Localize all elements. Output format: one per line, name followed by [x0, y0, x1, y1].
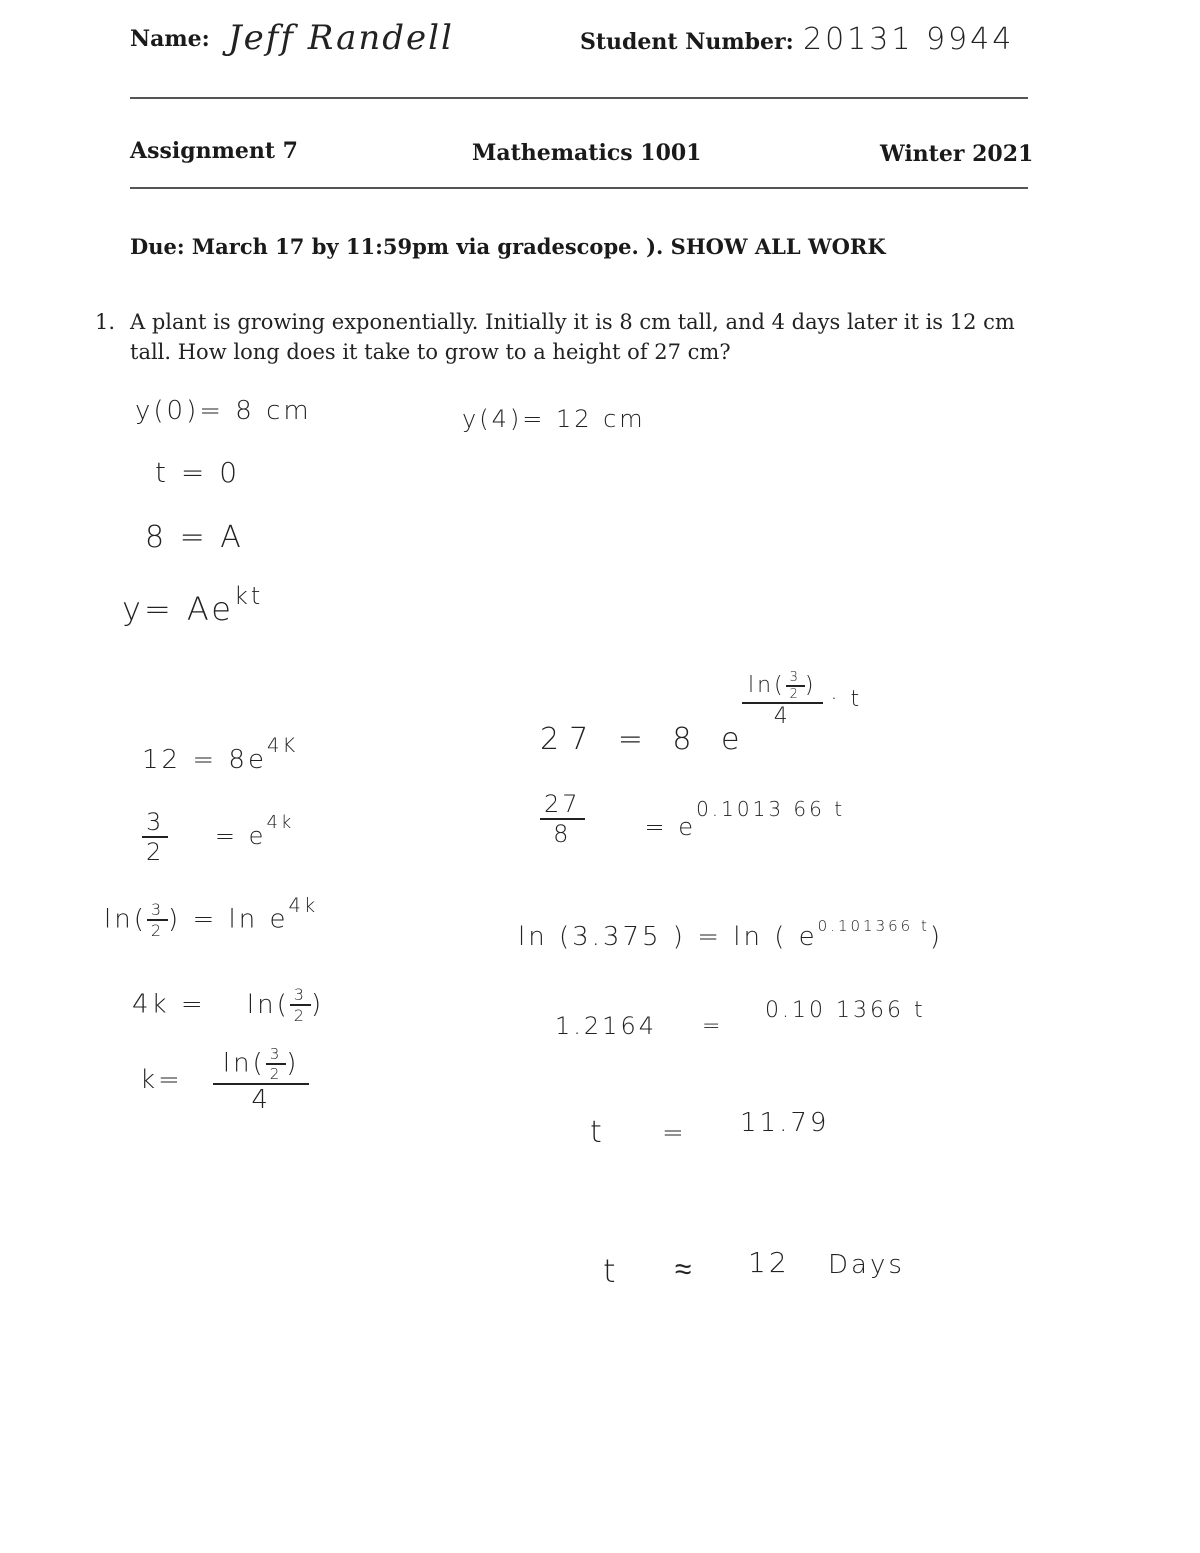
eq-twentyseven: 27 = 8 e	[540, 722, 750, 757]
t-zero: t = 0	[155, 456, 241, 489]
t-line-eq: =	[662, 1118, 687, 1148]
problem-text-line1: A plant is growing exponentially. Initially it is 8 cm tall, and 4 days later it is 12 cm	[130, 310, 1015, 334]
final-t: t	[603, 1252, 619, 1290]
eq27-exp-den: 4	[773, 704, 791, 729]
fourk-equation	[132, 985, 324, 1025]
ln-lhs-open: ln(	[104, 904, 147, 935]
name-label: Name:	[130, 26, 210, 52]
fourk-lhs: 4k =	[132, 989, 206, 1020]
div-exponent: 0.1013 66 t	[696, 797, 846, 821]
k-equation	[140, 1045, 309, 1115]
value-line-eq: =	[702, 1014, 724, 1039]
k-num-open: ln(	[222, 1048, 266, 1079]
course-title: Mathematics 1001	[472, 140, 702, 166]
fourk-rhs-open: ln(	[246, 989, 290, 1020]
k-lhs: k=	[140, 1065, 183, 1095]
term: Winter 2021	[880, 141, 1034, 167]
ln-line-exponent: 0.101366 t	[817, 917, 930, 935]
ratio-rhs: = e	[214, 822, 267, 850]
model-base: y= Ae	[122, 590, 234, 628]
k-inner-num: 3	[266, 1045, 287, 1065]
ln-lhs-fraction	[147, 900, 168, 940]
problem-text-line2: tall. How long does it take to grow to a height of 27 cm?	[130, 340, 731, 364]
k-inner-den: 2	[269, 1065, 283, 1083]
name-value: Jeff Randell	[228, 18, 454, 58]
eq27-exp-t: · t	[830, 687, 863, 712]
ratio-den: 2	[146, 838, 165, 866]
assignment-title: Assignment 7	[130, 138, 298, 164]
eq-twelve-lhs: 12 = 8e	[142, 745, 267, 775]
ln-line-close: )	[929, 922, 944, 952]
final-approx: ≈	[675, 1252, 695, 1287]
k-numerator	[213, 1045, 310, 1085]
header-rule-2	[130, 187, 1028, 189]
fourk-den: 2	[293, 1006, 307, 1025]
final-unit: Days	[828, 1250, 905, 1280]
eq-twelve-exponent: 4K	[266, 734, 299, 757]
ln-lhs-rest: ) = ln e	[168, 904, 289, 935]
fourk-fraction	[290, 985, 311, 1025]
ln-line-text: ln (3.375 ) = ln ( e	[518, 922, 818, 952]
ln-line	[518, 917, 944, 952]
model-exponent: kt	[233, 582, 264, 610]
t-line-lhs: t	[590, 1115, 605, 1150]
ratio-equation	[142, 808, 294, 866]
value-line-rhs: 0.10 1366 t	[765, 998, 926, 1023]
eq27-inner-num: 3	[786, 670, 805, 687]
div-fraction	[540, 790, 585, 848]
header-rule-1	[130, 97, 1028, 99]
due-line: Due: March 17 by 11:59pm via gradescope. ). SHOW ALL WORK	[130, 234, 886, 259]
eq27-exp-num	[742, 670, 823, 704]
ln-exponent: 4k	[288, 893, 319, 917]
ln-lhs-den: 2	[150, 921, 165, 940]
ln-lhs-num: 3	[147, 900, 168, 921]
div-den: 8	[553, 820, 572, 848]
y-four: y(4)= 12 cm	[462, 405, 646, 433]
div-num: 27	[540, 790, 585, 820]
eq27-inner-fraction	[786, 670, 805, 702]
eight-equals-a: 8 = A	[145, 520, 244, 555]
final-value: 12	[748, 1246, 790, 1279]
student-number-label: Student Number:	[580, 29, 794, 55]
ratio-num: 3	[142, 808, 168, 838]
div-rhs: = e	[644, 813, 697, 841]
ratio-exponent: 4k	[266, 812, 295, 833]
exponent-fraction	[742, 670, 862, 729]
k-num-close: )	[286, 1048, 300, 1079]
eq-twelve	[142, 734, 299, 775]
initial-condition: y(0)= 8 cm	[135, 396, 312, 426]
k-inner-fraction	[266, 1045, 287, 1083]
student-number-value: 20131 9944	[803, 22, 1015, 57]
divide-equation	[540, 790, 845, 848]
eq27-exp-fraction	[742, 670, 823, 729]
fourk-num: 3	[290, 985, 311, 1006]
ln-both-sides	[104, 893, 319, 940]
k-denominator: 4	[251, 1085, 271, 1115]
eq27-exp-close: )	[804, 673, 817, 698]
k-fraction	[213, 1045, 310, 1115]
ratio-fraction	[142, 808, 168, 866]
problem-number: 1.	[95, 310, 116, 334]
eq27-exp-open: ln(	[748, 673, 786, 698]
model-equation	[122, 582, 264, 628]
fourk-rhs-close: )	[310, 989, 325, 1020]
eq27-inner-den: 2	[789, 687, 801, 702]
t-line-value: 11.79	[740, 1108, 830, 1138]
value-line-lhs: 1.2164	[555, 1012, 657, 1040]
